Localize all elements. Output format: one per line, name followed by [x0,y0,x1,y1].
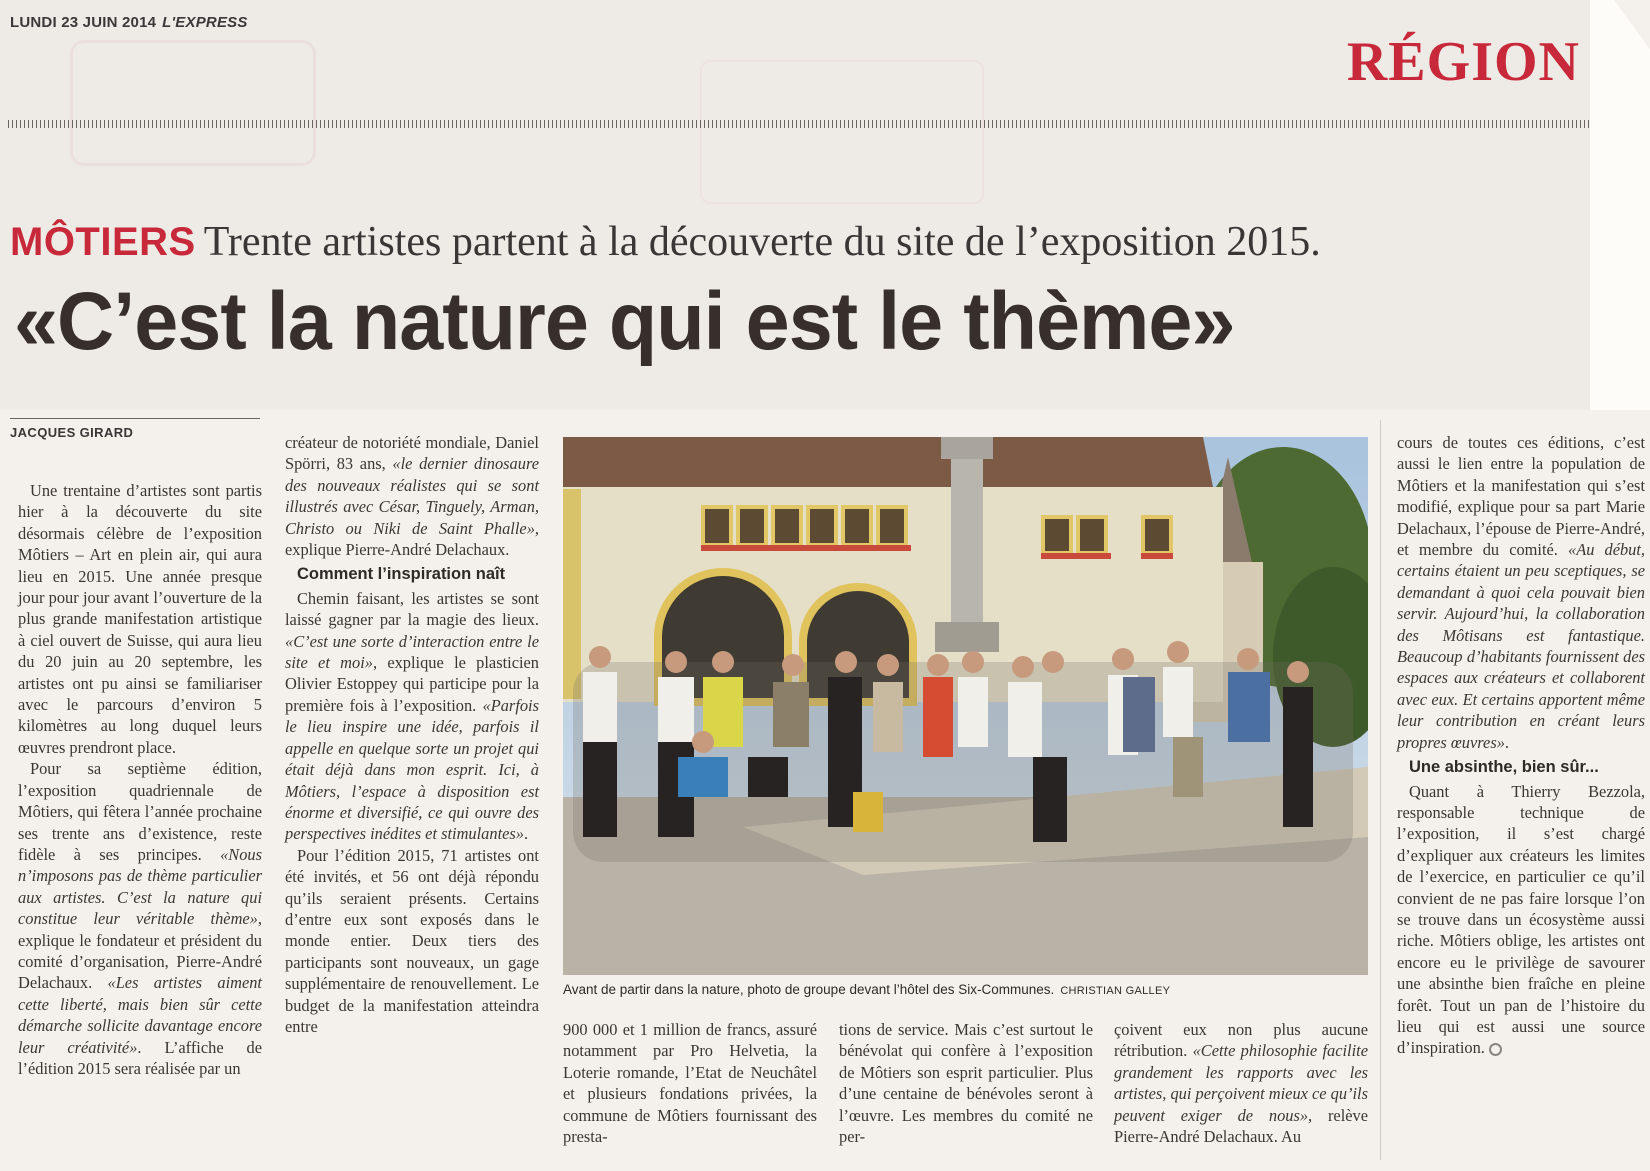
quote: «Au début, certains étaient un peu sceptiques, se demandant à quoi cela pouvait bien servir. Aujourd’hui, la collaboration des Môtisans est fantastique. Beaucoup d’habitants fournissent des espaces aux créateurs et collaborent avec eux. Et certains apportent même leur contribution en créant leurs propres œuvres» [1397,540,1646,752]
paragraph [1397,432,1645,753]
column-4 [839,1019,1093,1147]
text: , explique le plasticien Olivier Estoppey qui participe pour la première fois à l’exposition. [285,653,539,715]
group-photo [563,437,1368,975]
headline: «C’est la nature qui est le thème» [14,276,1235,367]
column-2 [285,432,539,1037]
subheading: Comment l’inspiration naît [297,565,506,584]
kicker-subtitle: Trente artistes partent à la découverte du site de l’exposition 2015. [203,219,1321,265]
text: cours de toutes ces éditions, c’est aussi le lien entre la population de Môtiers et la manifestation qui s’est modifié, explique pour sa part Marie Delachaux, l’épouse de Pierre-André, et membre du comité. [1397,433,1645,560]
text: Quant à Thierry Bezzola, responsable technique de l’exposition, il s’est chargé d’expliquer aux créateurs les limites de l’exercice, en particulier ce qu’il convient de ne pas faire lorsque l’on se trouve dans un écosystème aussi riche. Môtiers oblige, les artistes ont encore eu le privilège de savourer une absinthe bien fraîche en pleine forêt. Tout un pan de l’histoire du lieu qui est aussi une source d’inspiration. [1397,781,1645,1058]
paragraph [18,480,262,758]
kicker [10,218,1321,266]
byline: JACQUES GIRARD [10,418,260,440]
caption-text: Avant de partir dans la nature, photo de groupe devant l’hôtel des Six-Communes. [563,982,1055,997]
column-5 [1114,1019,1368,1147]
paragraph [18,758,262,1079]
text: Pour l’édition 2015, 71 artistes ont été invités, et 56 ont déjà répondu qu’ils seraient présents. Certains d’entre eux sont exposés dans le monde entier. Deux tiers des participants sont nouveaux, un gage supplémentaire de renouvellement. Le budget de la manifestation atteindra entre [285,845,539,1036]
dotted-rule [8,120,1592,128]
quote: «C’est une sorte d’interaction entre le site et moi» [285,631,539,673]
text: . L’affiche de l’édition 2015 sera réalisée par un [18,1037,262,1078]
text: Pour sa septième édition, l’exposition quadriennale de Môtiers, qui fêtera l’année prochaine ses trente ans d’existence, reste fidèle à ses principes. [18,759,262,864]
column-6 [1397,432,1645,1059]
text: çoivent eux non plus aucune rétribution. [1114,1020,1368,1061]
end-mark-icon [1489,1043,1502,1056]
column-1 [18,480,262,1079]
paragraph: 900 000 et 1 million de francs, assuré notamment par Pro Helvetia, la Loterie romande, l’Etat de Neuchâtel et plusieurs fondations privées, la commune de Môtiers fournissant des presta- [563,1020,817,1147]
subheading: Une absinthe, bien sûr... [1409,758,1599,777]
kicker-place: MÔTIERS [10,220,196,264]
paragraph [285,845,539,1038]
torn-edge [1590,0,1650,410]
photo-credit: CHRISTIAN GALLEY [1060,985,1171,997]
column-divider [1380,420,1381,1160]
text: Chemin faisant, les artistes se sont laissé gagner par la magie des lieux. [285,588,539,630]
masthead-paper: L'EXPRESS [162,14,248,31]
quote: «Cette philosophie facilite grandement les rapports avec les artistes, qui perçoivent mieux ce qu’ils peuvent exiger de nous» [1114,1041,1368,1125]
text: , explique Pierre-André Delachaux. [285,518,539,560]
quote: «le dernier dinosaure des nouveaux réalistes qui se sont illustrés avec César, Tinguely, Arman, Christo ou Niki de Saint Phalle» [285,454,539,538]
paragraph [1397,781,1645,1059]
text: Une trentaine d’artistes sont partis hier à la découverte du site désormais célèbre de l’exposition Môtiers – Art en plein air, qui aura lieu en 2015. Une année presque jour pour jour avant l’ouverture de la plus grande manifestation artistique à ciel ouvert de Suisse, qui aura lieu du 20 juin au 20 septembre, les artistes ont pu ainsi se familiariser avec le parcours d’environ 5 kilomètres au long duquel leurs œuvres prendront place. [18,481,262,757]
quote: «Nous n’imposons pas de thème particulier aux artistes. C’est la nature qui constitue leur véritable thème» [18,844,262,929]
paragraph [285,432,539,560]
text: , explique le fondateur et président du comité d’organisation, Pierre-André Delachaux. [18,909,262,993]
text: créateur de notoriété mondiale, Daniel Spörri, 83 ans, [285,433,539,474]
paragraph: tions de service. Mais c’est surtout le bénévolat qui confère à l’exposition de Môtiers son esprit particulier. Plus d’une centaine de bénévoles seront à l’œuvre. Les membres du comité ne per- [839,1020,1093,1147]
paragraph [285,588,539,845]
text: . [523,824,529,844]
text: , relève Pierre-André Delachaux. Au [1114,1105,1369,1147]
quote: «Parfois le lieu inspire une idée, parfois il appelle en quelque sorte un projet qui était déjà dans mon esprit. Ici, à Môtiers, l’espace à disposition est énorme et diversifié, ce qui ouvre des perspectives inédites et stimulantes» [285,695,539,844]
masthead-date: LUNDI 23 JUIN 2014 [10,14,157,31]
text: . [1504,732,1510,752]
show-through-box [700,60,984,204]
quote: «Les artistes aiment cette liberté, mais bien sûr cette démarche sollicite davantage encore leur créativité» [18,973,262,1057]
photo-caption [563,982,1368,997]
show-through-ad [70,40,316,166]
group-photo-icon [563,437,1368,975]
paragraph [1114,1019,1368,1147]
column-3 [563,1019,817,1147]
masthead [10,14,248,31]
section-title: RÉGION [1346,31,1580,93]
